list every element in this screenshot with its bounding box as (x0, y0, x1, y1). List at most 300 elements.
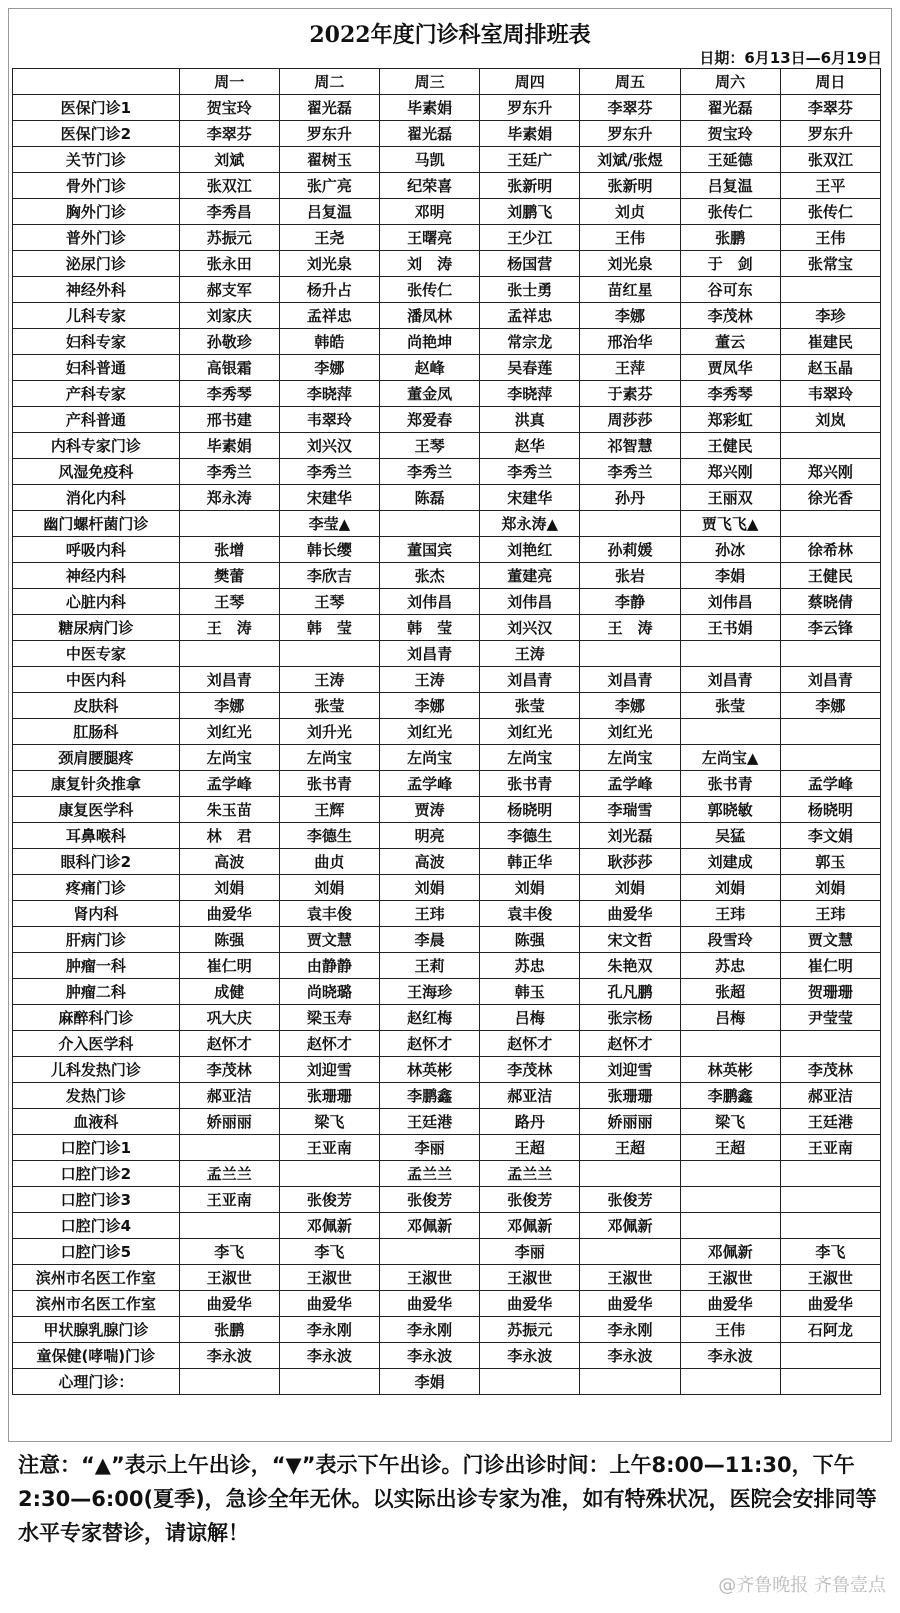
table-row (13, 1057, 881, 1083)
doctor-cell: 王玮 (780, 901, 880, 927)
table-row (13, 173, 881, 199)
doctor-cell: 罗东升 (580, 121, 680, 147)
doctor-cell: 成健 (179, 979, 279, 1005)
doctor-cell: 韩皓 (279, 329, 379, 355)
doctor-cell: 罗东升 (279, 121, 379, 147)
doctor-cell: 张常宝 (780, 251, 880, 277)
doctor-cell (780, 1187, 880, 1213)
doctor-cell: 李秀琴 (680, 381, 780, 407)
department-cell: 呼吸内科 (13, 537, 180, 563)
doctor-cell: 于 剑 (680, 251, 780, 277)
table-row (13, 901, 881, 927)
doctor-cell: 祁智慧 (580, 433, 680, 459)
doctor-cell: 邓佩新 (380, 1213, 480, 1239)
doctor-cell: 王琴 (179, 589, 279, 615)
doctor-cell: 刘斌 (179, 147, 279, 173)
department-cell: 血液科 (13, 1109, 180, 1135)
doctor-cell: 孟学峰 (179, 771, 279, 797)
department-cell: 风湿免疫科 (13, 459, 180, 485)
doctor-cell: 张书青 (480, 771, 580, 797)
doctor-cell: 李永刚 (279, 1317, 379, 1343)
doctor-cell: 王曙亮 (380, 225, 480, 251)
doctor-cell: 王萍 (580, 355, 680, 381)
doctor-cell (680, 1161, 780, 1187)
doctor-cell: 张俊芳 (580, 1187, 680, 1213)
doctor-cell: 郝亚洁 (780, 1083, 880, 1109)
doctor-cell (179, 641, 279, 667)
doctor-cell: 左尚宝 (179, 745, 279, 771)
department-cell: 口腔门诊4 (13, 1213, 180, 1239)
doctor-cell: 李翠芬 (780, 95, 880, 121)
doctor-cell: 高波 (179, 849, 279, 875)
doctor-cell: 贾文慧 (279, 927, 379, 953)
doctor-cell: 高波 (380, 849, 480, 875)
doctor-cell: 李丽 (380, 1135, 480, 1161)
doctor-cell: 纪荣喜 (380, 173, 480, 199)
doctor-cell: 罗东升 (780, 121, 880, 147)
doctor-cell: 王亚南 (780, 1135, 880, 1161)
doctor-cell: 刘红光 (380, 719, 480, 745)
doctor-cell: 刘红光 (580, 719, 680, 745)
doctor-cell: 王健民 (680, 433, 780, 459)
doctor-cell: 王伟 (580, 225, 680, 251)
doctor-cell (680, 1369, 780, 1395)
doctor-cell: 李文娟 (780, 823, 880, 849)
doctor-cell: 崔仁明 (780, 953, 880, 979)
doctor-cell: 刘迎雪 (580, 1057, 680, 1083)
table-row (13, 277, 881, 303)
doctor-cell: 娇丽丽 (179, 1109, 279, 1135)
doctor-cell: 李瑞雪 (580, 797, 680, 823)
doctor-cell (680, 1213, 780, 1239)
department-cell: 中医专家 (13, 641, 180, 667)
doctor-cell: 张杰 (380, 563, 480, 589)
doctor-cell (580, 1239, 680, 1265)
doctor-cell: 张增 (179, 537, 279, 563)
doctor-cell: 李永波 (480, 1343, 580, 1369)
department-cell: 神经内科 (13, 563, 180, 589)
doctor-cell: 王 涛 (179, 615, 279, 641)
table-row (13, 745, 881, 771)
doctor-cell: 曲爱华 (179, 1291, 279, 1317)
doctor-cell: 潘凤林 (380, 303, 480, 329)
doctor-cell: 于素芬 (580, 381, 680, 407)
doctor-cell: 刘红光 (179, 719, 279, 745)
doctor-cell: 毕素娟 (480, 121, 580, 147)
doctor-cell: 孙莉媛 (580, 537, 680, 563)
doctor-cell: 刘娟 (780, 875, 880, 901)
doctor-cell: 吕梅 (480, 1005, 580, 1031)
doctor-cell: 李娟 (380, 1369, 480, 1395)
doctor-cell: 曲爱华 (380, 1291, 480, 1317)
department-cell: 皮肤科 (13, 693, 180, 719)
doctor-cell (580, 1369, 680, 1395)
department-cell: 心理门诊： (13, 1369, 180, 1395)
doctor-cell: 毕素娟 (380, 95, 480, 121)
doctor-cell: 邓佩新 (480, 1213, 580, 1239)
doctor-cell: 毕素娟 (179, 433, 279, 459)
doctor-cell: 李莹▲ (279, 511, 379, 537)
doctor-cell: 贾飞飞▲ (680, 511, 780, 537)
table-row (13, 381, 881, 407)
doctor-cell: 宋建华 (480, 485, 580, 511)
doctor-cell: 曲爱华 (580, 901, 680, 927)
doctor-cell: 宋建华 (279, 485, 379, 511)
doctor-cell: 李永刚 (580, 1317, 680, 1343)
department-cell: 神经外科 (13, 277, 180, 303)
doctor-cell: 王淑世 (480, 1265, 580, 1291)
doctor-cell (680, 641, 780, 667)
doctor-cell: 娇丽丽 (580, 1109, 680, 1135)
doctor-cell: 李欣吉 (279, 563, 379, 589)
doctor-cell (680, 719, 780, 745)
doctor-cell (780, 277, 880, 303)
doctor-cell: 韩玉 (480, 979, 580, 1005)
doctor-cell: 王玮 (380, 901, 480, 927)
doctor-cell: 邓佩新 (680, 1239, 780, 1265)
date-range: 日期：6月13日—6月19日 (699, 49, 882, 67)
doctor-cell: 张超 (680, 979, 780, 1005)
department-cell: 胸外门诊 (13, 199, 180, 225)
department-cell: 普外门诊 (13, 225, 180, 251)
table-row (13, 953, 881, 979)
doctor-cell: 由静静 (279, 953, 379, 979)
doctor-cell: 赵华 (480, 433, 580, 459)
doctor-cell: 赵红梅 (380, 1005, 480, 1031)
table-row (13, 1187, 881, 1213)
doctor-cell: 王亚南 (279, 1135, 379, 1161)
doctor-cell: 刘兴汉 (279, 433, 379, 459)
doctor-cell: 吴猛 (680, 823, 780, 849)
doctor-cell: 李永波 (279, 1343, 379, 1369)
doctor-cell: 李鹏鑫 (680, 1083, 780, 1109)
header-row (13, 69, 881, 95)
doctor-cell: 林英彬 (380, 1057, 480, 1083)
doctor-cell: 张传仁 (780, 199, 880, 225)
doctor-cell: 翟光磊 (380, 121, 480, 147)
doctor-cell: 崔建民 (780, 329, 880, 355)
table-row (13, 199, 881, 225)
doctor-cell: 赵怀才 (279, 1031, 379, 1057)
table-row (13, 849, 881, 875)
doctor-cell: 王廷广 (480, 147, 580, 173)
department-cell: 儿科专家 (13, 303, 180, 329)
doctor-cell: 郭玉 (780, 849, 880, 875)
header-corner (13, 69, 180, 95)
doctor-cell: 王伟 (780, 225, 880, 251)
doctor-cell (179, 1135, 279, 1161)
doctor-cell: 刘红光 (480, 719, 580, 745)
doctor-cell: 张双江 (780, 147, 880, 173)
department-cell: 骨外门诊 (13, 173, 180, 199)
department-cell: 肝病门诊 (13, 927, 180, 953)
day-header: 周三 (380, 69, 480, 95)
doctor-cell: 王淑世 (380, 1265, 480, 1291)
doctor-cell: 常宗龙 (480, 329, 580, 355)
day-header: 周六 (680, 69, 780, 95)
doctor-cell: 王健民 (780, 563, 880, 589)
doctor-cell: 李娜 (580, 303, 680, 329)
doctor-cell: 韩正华 (480, 849, 580, 875)
doctor-cell: 刘娟 (680, 875, 780, 901)
doctor-cell: 张鹏 (680, 225, 780, 251)
doctor-cell: 高银霜 (179, 355, 279, 381)
doctor-cell: 刘 涛 (380, 251, 480, 277)
doctor-cell: 李永波 (380, 1343, 480, 1369)
doctor-cell: 李秀琴 (179, 381, 279, 407)
table-row (13, 1083, 881, 1109)
doctor-cell (580, 1161, 680, 1187)
doctor-cell: 韩长缨 (279, 537, 379, 563)
doctor-cell (780, 1343, 880, 1369)
doctor-cell: 贾凤华 (680, 355, 780, 381)
doctor-cell: 刘昌青 (380, 641, 480, 667)
doctor-cell: 王超 (580, 1135, 680, 1161)
doctor-cell: 王海珍 (380, 979, 480, 1005)
day-header: 周四 (480, 69, 580, 95)
department-cell: 肾内科 (13, 901, 180, 927)
department-cell: 口腔门诊2 (13, 1161, 180, 1187)
doctor-cell: 李飞 (279, 1239, 379, 1265)
doctor-cell: 刘伟昌 (680, 589, 780, 615)
doctor-cell: 刘岚 (780, 407, 880, 433)
doctor-cell: 刘建成 (680, 849, 780, 875)
doctor-cell (780, 433, 880, 459)
doctor-cell: 王廷港 (780, 1109, 880, 1135)
doctor-cell: 李娜 (179, 693, 279, 719)
doctor-cell: 郝支军 (179, 277, 279, 303)
table-row (13, 1369, 881, 1395)
doctor-cell: 韩 莹 (279, 615, 379, 641)
doctor-cell: 王涛 (480, 641, 580, 667)
doctor-cell: 苏忠 (680, 953, 780, 979)
doctor-cell: 明亮 (380, 823, 480, 849)
doctor-cell: 王 涛 (580, 615, 680, 641)
department-cell: 滨州市名医工作室 (13, 1291, 180, 1317)
day-header: 周日 (780, 69, 880, 95)
doctor-cell: 刘娟 (279, 875, 379, 901)
doctor-cell: 吕复温 (279, 199, 379, 225)
department-cell: 幽门螺杆菌门诊 (13, 511, 180, 537)
department-cell: 消化内科 (13, 485, 180, 511)
doctor-cell: 李永刚 (380, 1317, 480, 1343)
doctor-cell: 石阿龙 (780, 1317, 880, 1343)
doctor-cell: 王莉 (380, 953, 480, 979)
doctor-cell: 张书青 (680, 771, 780, 797)
department-cell: 口腔门诊3 (13, 1187, 180, 1213)
doctor-cell: 郑永涛▲ (480, 511, 580, 537)
doctor-cell: 王延德 (680, 147, 780, 173)
table-row (13, 1317, 881, 1343)
doctor-cell: 李飞 (780, 1239, 880, 1265)
doctor-cell: 左尚宝 (380, 745, 480, 771)
doctor-cell: 张鹏 (179, 1317, 279, 1343)
doctor-cell: 张士勇 (480, 277, 580, 303)
doctor-cell: 张双江 (179, 173, 279, 199)
doctor-cell: 李飞 (179, 1239, 279, 1265)
doctor-cell: 李秀昌 (179, 199, 279, 225)
doctor-cell (780, 1161, 880, 1187)
doctor-cell: 贺宝玲 (179, 95, 279, 121)
doctor-cell: 董金凤 (380, 381, 480, 407)
doctor-cell: 王淑世 (179, 1265, 279, 1291)
doctor-cell (380, 1239, 480, 1265)
doctor-cell: 徐光香 (780, 485, 880, 511)
doctor-cell: 左尚宝 (279, 745, 379, 771)
table-row (13, 693, 881, 719)
department-cell: 泌尿门诊 (13, 251, 180, 277)
page-title: 2022年度门诊科室周排班表 (309, 22, 591, 48)
doctor-cell: 李德生 (279, 823, 379, 849)
doctor-cell: 王书娟 (680, 615, 780, 641)
doctor-cell (580, 641, 680, 667)
doctor-cell: 张书青 (279, 771, 379, 797)
doctor-cell: 吕梅 (680, 1005, 780, 1031)
doctor-cell: 赵怀才 (179, 1031, 279, 1057)
doctor-cell: 杨晓明 (780, 797, 880, 823)
table-row (13, 927, 881, 953)
table-row (13, 511, 881, 537)
doctor-cell: 梁飞 (279, 1109, 379, 1135)
doctor-cell: 李娜 (780, 693, 880, 719)
doctor-cell: 张岩 (580, 563, 680, 589)
doctor-cell: 邢书建 (179, 407, 279, 433)
table-row (13, 615, 881, 641)
doctor-cell: 翟光磊 (279, 95, 379, 121)
table-row (13, 563, 881, 589)
doctor-cell: 张俊芳 (480, 1187, 580, 1213)
doctor-cell: 李秀兰 (380, 459, 480, 485)
doctor-cell: 耿莎莎 (580, 849, 680, 875)
table-row (13, 459, 881, 485)
table-row (13, 823, 881, 849)
doctor-cell: 王少江 (480, 225, 580, 251)
doctor-cell: 李娜 (380, 693, 480, 719)
department-cell: 肿瘤一科 (13, 953, 180, 979)
doctor-cell: 朱艳双 (580, 953, 680, 979)
doctor-cell: 刘鹏飞 (480, 199, 580, 225)
doctor-cell: 苏振元 (179, 225, 279, 251)
table-row (13, 407, 881, 433)
doctor-cell: 陈磊 (380, 485, 480, 511)
doctor-cell: 曲爱华 (780, 1291, 880, 1317)
doctor-cell: 马凯 (380, 147, 480, 173)
doctor-cell: 李鹏鑫 (380, 1083, 480, 1109)
doctor-cell: 李娜 (580, 693, 680, 719)
doctor-cell: 崔仁明 (179, 953, 279, 979)
doctor-cell: 李翠芬 (179, 121, 279, 147)
doctor-cell: 刘娟 (580, 875, 680, 901)
table-row (13, 1135, 881, 1161)
doctor-cell: 陈强 (480, 927, 580, 953)
doctor-cell (179, 1369, 279, 1395)
table-row (13, 1109, 881, 1135)
doctor-cell: 刘昌青 (680, 667, 780, 693)
doctor-cell: 刘光泉 (580, 251, 680, 277)
department-cell: 颈肩腰腿疼 (13, 745, 180, 771)
table-row (13, 589, 881, 615)
department-cell: 甲状腺乳腺门诊 (13, 1317, 180, 1343)
doctor-cell: 刘迎雪 (279, 1057, 379, 1083)
doctor-cell: 樊蕾 (179, 563, 279, 589)
doctor-cell: 王淑世 (580, 1265, 680, 1291)
doctor-cell: 刘娟 (480, 875, 580, 901)
department-cell: 康复针灸推拿 (13, 771, 180, 797)
doctor-cell (780, 511, 880, 537)
doctor-cell: 董国宾 (380, 537, 480, 563)
doctor-cell (480, 1369, 580, 1395)
doctor-cell: 郝亚洁 (480, 1083, 580, 1109)
doctor-cell: 赵玉晶 (780, 355, 880, 381)
doctor-cell: 王淑世 (680, 1265, 780, 1291)
doctor-cell: 刘昌青 (780, 667, 880, 693)
doctor-cell: 李秀兰 (179, 459, 279, 485)
doctor-cell: 孔凡鹏 (580, 979, 680, 1005)
doctor-cell: 郑永涛 (179, 485, 279, 511)
doctor-cell: 孙丹 (580, 485, 680, 511)
doctor-cell (680, 1187, 780, 1213)
doctor-cell: 张俊芳 (380, 1187, 480, 1213)
department-cell: 关节门诊 (13, 147, 180, 173)
doctor-cell: 李静 (580, 589, 680, 615)
department-cell: 童保健(哮喘)门诊 (13, 1343, 180, 1369)
doctor-cell: 宋文哲 (580, 927, 680, 953)
table-row (13, 797, 881, 823)
doctor-cell: 李晨 (380, 927, 480, 953)
doctor-cell: 巩大庆 (179, 1005, 279, 1031)
doctor-cell: 翟光磊 (680, 95, 780, 121)
doctor-cell: 袁丰俊 (279, 901, 379, 927)
doctor-cell: 郝亚洁 (179, 1083, 279, 1109)
doctor-cell: 贺宝玲 (680, 121, 780, 147)
table-row (13, 1291, 881, 1317)
table-row (13, 641, 881, 667)
doctor-cell: 苗红星 (580, 277, 680, 303)
doctor-cell: 张新明 (580, 173, 680, 199)
doctor-cell (780, 1369, 880, 1395)
doctor-cell: 左尚宝 (580, 745, 680, 771)
doctor-cell: 郑爱春 (380, 407, 480, 433)
table-row (13, 1213, 881, 1239)
doctor-cell: 王超 (480, 1135, 580, 1161)
doctor-cell: 邓佩新 (279, 1213, 379, 1239)
table-row (13, 303, 881, 329)
doctor-cell: 王淑世 (279, 1265, 379, 1291)
doctor-cell: 徐希林 (780, 537, 880, 563)
table-row (13, 485, 881, 511)
doctor-cell: 刘光泉 (279, 251, 379, 277)
doctor-cell: 王辉 (279, 797, 379, 823)
table-row (13, 875, 881, 901)
table-row (13, 1161, 881, 1187)
doctor-cell: 林 君 (179, 823, 279, 849)
doctor-cell: 王亚南 (179, 1187, 279, 1213)
doctor-cell: 曲爱华 (279, 1291, 379, 1317)
doctor-cell: 李秀兰 (279, 459, 379, 485)
doctor-cell: 李茂林 (179, 1057, 279, 1083)
doctor-cell: 孙敬珍 (179, 329, 279, 355)
doctor-cell: 张永田 (179, 251, 279, 277)
doctor-cell: 张珊珊 (580, 1083, 680, 1109)
doctor-cell: 曲爱华 (480, 1291, 580, 1317)
doctor-cell: 李珍 (780, 303, 880, 329)
doctor-cell: 王尧 (279, 225, 379, 251)
doctor-cell: 苏振元 (480, 1317, 580, 1343)
doctor-cell: 韦翠玲 (780, 381, 880, 407)
doctor-cell: 孟祥忠 (279, 303, 379, 329)
department-cell: 儿科发热门诊 (13, 1057, 180, 1083)
doctor-cell: 左尚宝▲ (680, 745, 780, 771)
